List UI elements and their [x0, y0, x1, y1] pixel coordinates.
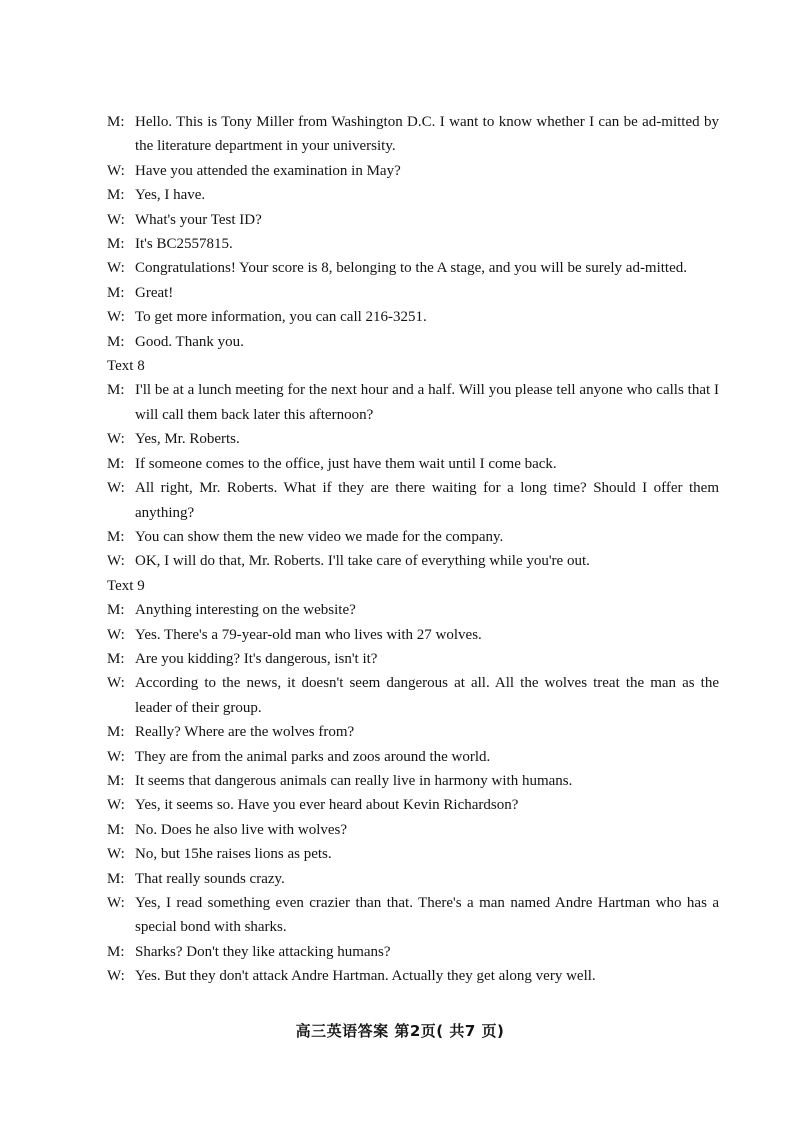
dialogue-text: Really? Where are the wolves from?: [135, 724, 355, 741]
dialogue-line: [107, 183, 719, 207]
dialogue-line: [107, 842, 719, 866]
dialogue-text: I'll be at a lunch meeting for the next hour and a half. Will you please tell anyone who calls that I will call them back later this afternoon?: [135, 382, 719, 423]
dialogue-text: Yes, Mr. Roberts.: [135, 431, 240, 448]
speaker-label: M:: [107, 114, 125, 130]
speaker-label: M:: [107, 724, 125, 741]
speaker-label: W:: [107, 480, 125, 497]
dialogue-line: [107, 476, 719, 525]
speaker-label: W:: [107, 553, 125, 570]
dialogue-text: Are you kidding? It's dangerous, isn't it?: [135, 650, 378, 667]
dialogue-transcript: [107, 110, 719, 989]
speaker-label: M:: [107, 455, 125, 472]
dialogue-line: [107, 818, 719, 842]
dialogue-line: [107, 964, 719, 988]
dialogue-text: What's your Test ID?: [135, 211, 262, 228]
speaker-label: M:: [107, 602, 125, 619]
dialogue-text: According to the news, it doesn't seem dangerous at all. All the wolves treat the man as the leader of their group.: [135, 675, 719, 716]
dialogue-line: [107, 281, 719, 305]
speaker-label: W:: [107, 846, 125, 863]
speaker-label: M:: [107, 187, 125, 204]
dialogue-line: [107, 623, 719, 647]
dialogue-line: [107, 330, 719, 354]
dialogue-text: Hello. This is Tony Miller from Washington D.C. I want to know whether I can be ad-mitted by the literature department in your university.: [135, 114, 719, 155]
dialogue-text: Anything interesting on the website?: [135, 602, 356, 619]
dialogue-text: All right, Mr. Roberts. What if they are there waiting for a long time? Should I offer them anything?: [135, 480, 719, 521]
dialogue-line: [107, 427, 719, 451]
speaker-label: W:: [107, 431, 125, 448]
speaker-label: M:: [107, 772, 125, 789]
dialogue-text: Great!: [135, 284, 174, 301]
section-heading: Text 9: [107, 577, 145, 594]
dialogue-text: Sharks? Don't they like attacking humans?: [135, 943, 391, 960]
speaker-label: W:: [107, 675, 125, 692]
speaker-label: M:: [107, 333, 125, 350]
dialogue-line: [107, 940, 719, 964]
dialogue-line: [107, 671, 719, 720]
dialogue-line: [107, 110, 719, 159]
dialogue-line: [107, 598, 719, 622]
dialogue-text: Yes, it seems so. Have you ever heard about Kevin Richardson?: [135, 797, 519, 814]
dialogue-line: [107, 208, 719, 232]
dialogue-line: [107, 647, 719, 671]
dialogue-line: [107, 256, 719, 280]
dialogue-text: No, but 15he raises lions as pets.: [135, 846, 332, 863]
dialogue-line: [107, 378, 719, 427]
dialogue-text: Yes, I have.: [135, 187, 206, 204]
dialogue-text: OK, I will do that, Mr. Roberts. I'll take care of everything while you're out.: [135, 553, 590, 570]
dialogue-text: It's BC2557815.: [135, 236, 233, 253]
dialogue-text: Congratulations! Your score is 8, belonging to the A stage, and you will be surely ad-mitted.: [135, 260, 688, 277]
speaker-label: W:: [107, 626, 125, 643]
dialogue-text: If someone comes to the office, just have them wait until I come back.: [135, 455, 557, 472]
dialogue-line: [107, 720, 719, 744]
speaker-label: W:: [107, 309, 125, 326]
speaker-label: M:: [107, 528, 125, 545]
dialogue-text: Have you attended the examination in May?: [135, 162, 401, 179]
dialogue-text: Good. Thank you.: [135, 333, 244, 350]
speaker-label: M:: [107, 650, 125, 667]
speaker-label: W:: [107, 162, 125, 179]
dialogue-text: It seems that dangerous animals can really live in harmony with humans.: [135, 772, 573, 789]
dialogue-line: [107, 745, 719, 769]
dialogue-line: [107, 159, 719, 183]
dialogue-text: You can show them the new video we made for the company.: [135, 528, 504, 545]
dialogue-line: [107, 452, 719, 476]
speaker-label: M:: [107, 284, 125, 301]
speaker-label: M:: [107, 382, 125, 399]
speaker-label: W:: [107, 797, 125, 814]
dialogue-text: No. Does he also live with wolves?: [135, 821, 348, 838]
speaker-label: W:: [107, 968, 125, 985]
speaker-label: W:: [107, 260, 125, 277]
dialogue-line: [107, 793, 719, 817]
dialogue-line: [107, 305, 719, 329]
speaker-label: W:: [107, 895, 125, 911]
speaker-label: M:: [107, 236, 125, 253]
dialogue-line: [107, 232, 719, 256]
dialogue-text: To get more information, you can call 216-3251.: [135, 309, 427, 326]
section-heading: Text 8: [107, 358, 145, 375]
speaker-label: M:: [107, 821, 125, 838]
dialogue-line: [107, 549, 719, 573]
dialogue-line: [107, 867, 719, 891]
dialogue-text: Yes, I read something even crazier than that. There's a man named Andre Hartman who has a special bond with sharks.: [135, 895, 719, 936]
dialogue-line: [107, 525, 719, 549]
dialogue-text: Yes. There's a 79-year-old man who lives with 27 wolves.: [135, 626, 482, 643]
speaker-label: M:: [107, 943, 125, 960]
speaker-label: W:: [107, 211, 125, 228]
dialogue-text: That really sounds crazy.: [135, 870, 285, 887]
dialogue-text: Yes. But they don't attack Andre Hartman. Actually they get along very well.: [135, 968, 596, 985]
speaker-label: M:: [107, 870, 125, 887]
dialogue-line: [107, 891, 719, 940]
dialogue-text: They are from the animal parks and zoos around the world.: [135, 748, 491, 765]
speaker-label: W:: [107, 748, 125, 765]
page-footer: 高三英语答案 第2页( 共7 页): [295, 1022, 505, 1040]
dialogue-line: [107, 769, 719, 793]
